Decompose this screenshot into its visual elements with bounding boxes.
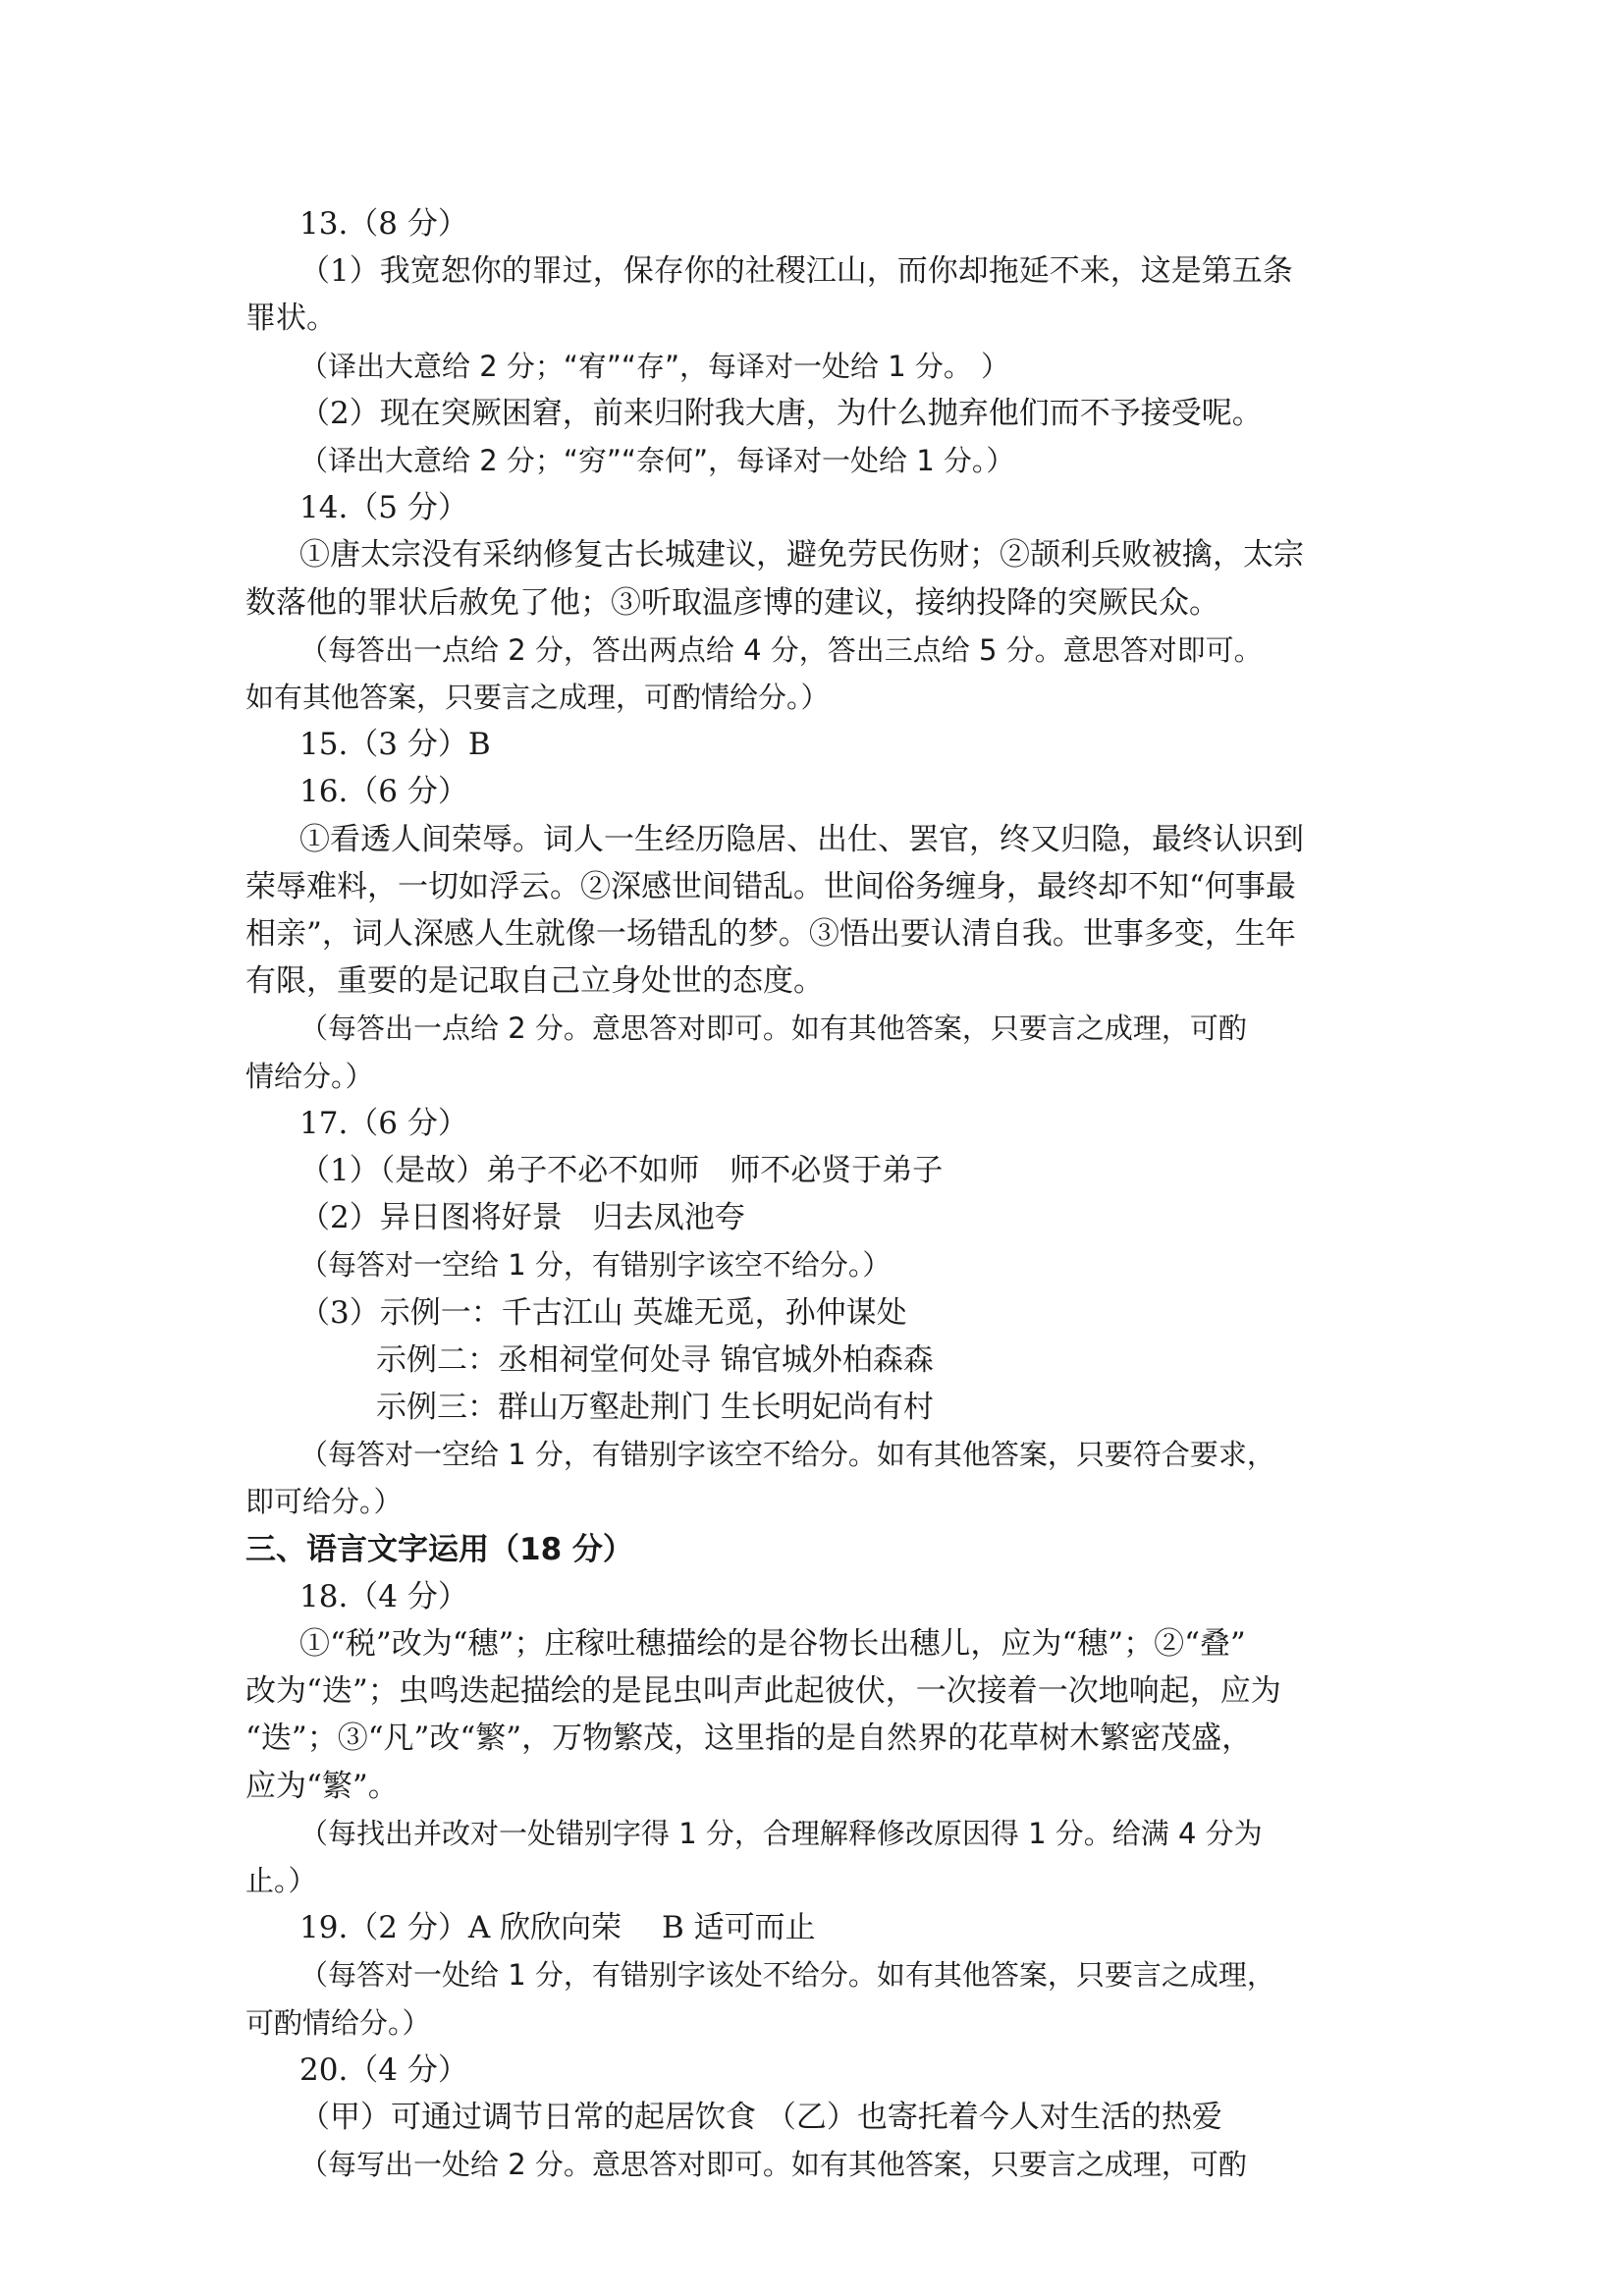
text-line: （甲）可通过调节日常的起居饮食 （乙）也寄托着今人对生活的热爱 [299, 2100, 1222, 2135]
text-line: 即可给分。） [245, 1485, 403, 1518]
text-line: 改为“迭”；虫鸣迭起描绘的是昆虫叫声此起彼伏，一次接着一次地响起，应为 [245, 1673, 1281, 1709]
text-line: 17.（6 分） [299, 1106, 468, 1141]
text-line: ①唐太宗没有采纳修复古长城建议，避免劳民伤财；②颉利兵败被擒，太宗 [299, 537, 1304, 573]
text-line: （每答对一空给 1 分，有错别字该空不给分。如有其他答案，只要符合要求， [299, 1438, 1275, 1471]
text-line: （每答出一点给 2 分，答出两点给 4 分，答出三点给 5 分。意思答对即可。 [299, 633, 1263, 667]
text-line: （每写出一处给 2 分。意思答对即可。如有其他答案，只要言之成理，可酌 [299, 2148, 1247, 2181]
text-line: 14.（5 分） [299, 490, 468, 525]
text-line: 可酌情给分。） [245, 2006, 431, 2040]
text-line: 19.（2 分）A 欣欣向荣 B 适可而止 [299, 1910, 816, 1945]
text-line: （2）现在突厥困窘，前来归附我大唐，为什么抛弃他们而不予接受呢。 [299, 396, 1263, 431]
text-line: 18.（4 分） [299, 1579, 468, 1614]
text-line: 应为“繁”。 [245, 1769, 399, 1804]
text-line: （每答对一空给 1 分，有错别字该空不给分。） [299, 1248, 892, 1282]
text-line: （1）（是故）弟子不必不如师 师不必贤于弟子 [299, 1153, 944, 1188]
text-line: 止。） [245, 1864, 317, 1897]
text-line: 15.（3 分）B [299, 727, 491, 762]
text-line: 示例二：丞相祠堂何处寻 锦官城外柏森森 [376, 1342, 934, 1378]
text-line: 16.（6 分） [299, 774, 468, 809]
text-line: （3）示例一：千古江山 英雄无觅，孙仲谋处 [299, 1295, 907, 1331]
text-line: （每找出并改对一处错别字得 1 分，合理解释修改原因得 1 分。给满 4 分为 [299, 1817, 1263, 1850]
text-line: 示例三：群山万壑赴荆门 生长明妃尚有村 [376, 1390, 934, 1425]
text-line: 三、语言文字运用（18 分） [245, 1532, 633, 1567]
text-line: （每答出一点给 2 分。意思答对即可。如有其他答案，只要言之成理，可酌 [299, 1011, 1247, 1045]
text-line: 数落他的罪状后赦免了他；③听取温彦博的建议，接纳投降的突厥民众。 [245, 585, 1219, 621]
text-line: 罪状。 [245, 301, 337, 336]
text-line: 有限，重要的是记取自己立身处世的态度。 [245, 963, 824, 999]
text-line: ①看透人间荣辱。词人一生经历隐居、出仕、罢官，终又归隐，最终认识到 [299, 822, 1304, 857]
text-line: 相亲”，词人深感人生就像一场错乱的梦。③悟出要认清自我。世事多变，生年 [245, 916, 1296, 952]
text-line: 13.（8 分） [299, 206, 468, 242]
text-line: （译出大意给 2 分；“宥”“存”，每译对一处给 1 分。 ） [299, 350, 1010, 383]
text-line: 20.（4 分） [299, 2052, 468, 2088]
text-line: （每答对一处给 1 分，有错别字该处不给分。如有其他答案，只要言之成理， [299, 1958, 1275, 1992]
text-line: （1）我宽恕你的罪过，保存你的社稷江山，而你却拖延不来，这是第五条 [299, 253, 1293, 289]
text-line: “迭”；③“凡”改“繁”，万物繁茂，这里指的是自然界的花草树木繁密茂盛， [245, 1721, 1253, 1756]
text-line: （译出大意给 2 分；“穷”“奈何”，每译对一处给 1 分。） [299, 444, 1015, 477]
text-line: 情给分。） [245, 1060, 374, 1093]
text-line: （2）异日图将好景 归去凤池夸 [299, 1200, 745, 1235]
text-line: 荣辱难料，一切如浮云。②深感世间错乱。世间俗务缠身，最终却不知“何事最 [245, 869, 1296, 904]
text-line: ①“税”改为“穗”；庄稼吐穗描绘的是谷物长出穗儿，应为“穗”；②“叠” [299, 1626, 1246, 1662]
text-line: 如有其他答案，只要言之成理，可酌情给分。） [245, 681, 830, 714]
